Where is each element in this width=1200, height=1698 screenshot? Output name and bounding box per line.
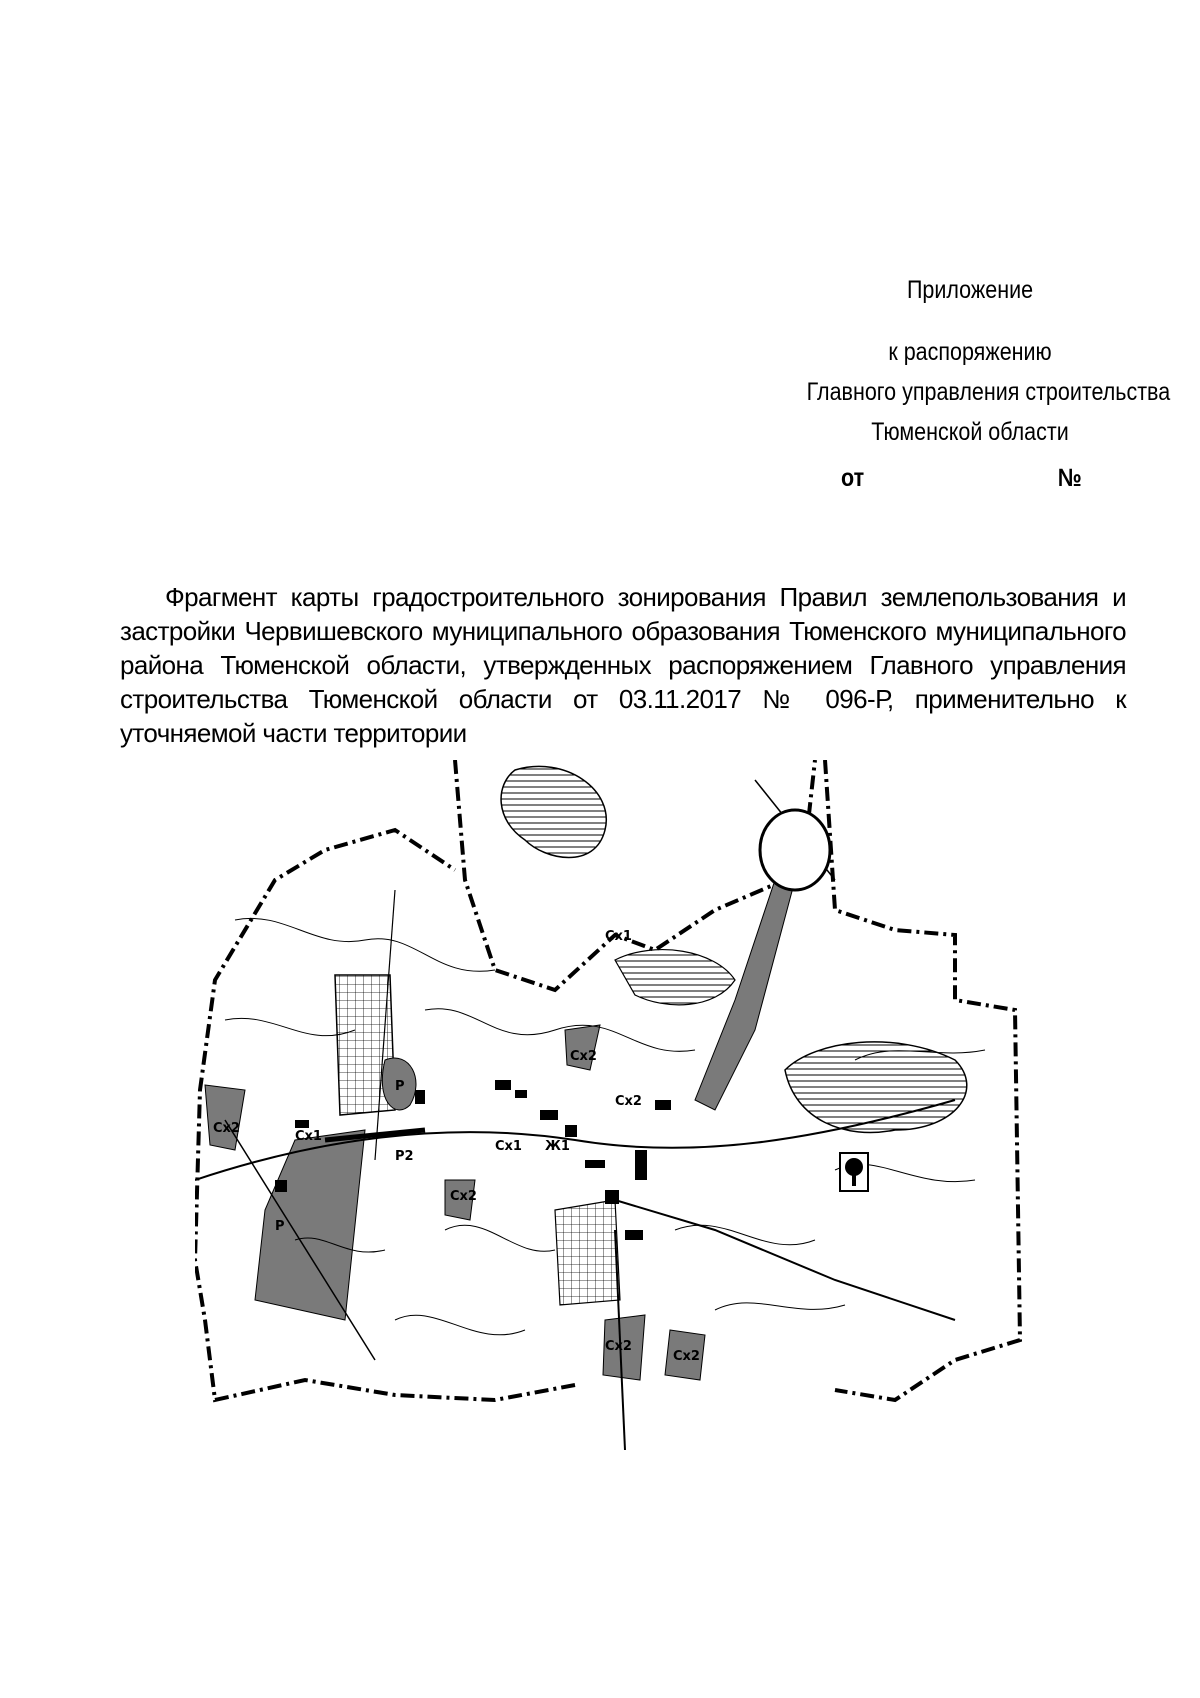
appendix-line-1: к распоряжению xyxy=(888,338,1052,366)
zone-label: Сх1 xyxy=(605,929,632,944)
grid-area-town xyxy=(555,1200,620,1305)
zone-label: Р xyxy=(275,1219,285,1234)
appendix-line-3: Тюменской области xyxy=(871,418,1069,446)
lake xyxy=(760,810,830,890)
date-number-row xyxy=(807,458,1134,498)
zone-label: Ж1 xyxy=(545,1139,570,1154)
map-description xyxy=(120,580,1126,750)
zone-label: Сх2 xyxy=(570,1049,597,1064)
zone-label: Сх1 xyxy=(495,1139,522,1154)
hatched-area-mid xyxy=(615,950,735,1005)
grey-zone-west xyxy=(205,1085,245,1150)
zone-label: Р2 xyxy=(395,1149,414,1164)
from-label: от xyxy=(841,464,865,492)
zone-label: Сх1 xyxy=(295,1129,322,1144)
description-text: Фрагмент карты градостроительного зонирования Правил землепользования и застройки Червишевского муниципального образования Тюменского муниципального района Тюменской области, утвержденных распоряжением Главного управления строительства Тюменской области от 03.11.2017 № 096-Р, применительно к уточняемой части территории xyxy=(120,582,1126,748)
appendix-line-2: Главного управления строительства xyxy=(806,378,1171,406)
zoning-map xyxy=(195,760,1035,1450)
zone-label: Сх2 xyxy=(450,1189,477,1204)
appendix-block xyxy=(806,270,1171,498)
tree-symbol-icon xyxy=(840,1153,868,1191)
zone-label: Сх2 xyxy=(673,1349,700,1364)
zone-label: Сх2 xyxy=(605,1339,632,1354)
hatched-area-north xyxy=(501,766,606,857)
zone-label: Сх2 xyxy=(615,1094,642,1109)
number-label: № xyxy=(1057,464,1082,492)
appendix-title: Приложение xyxy=(906,276,1034,304)
zone-label: Сх2 xyxy=(213,1121,240,1136)
hatched-area-east xyxy=(785,1042,967,1133)
zone-label: Р xyxy=(395,1079,405,1094)
